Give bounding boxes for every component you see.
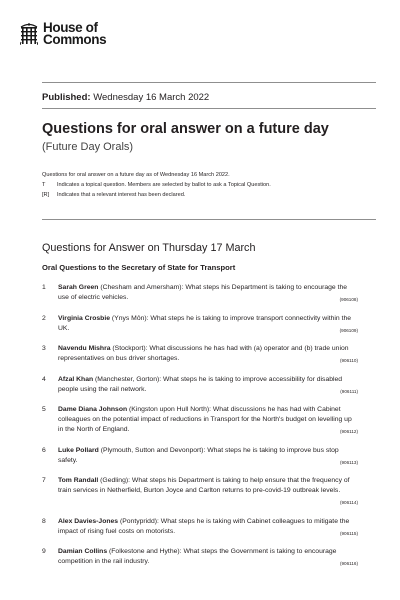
member-constituency: (Kingston upon Hull North): [129, 406, 211, 413]
member-constituency: (Stockport): [112, 345, 148, 352]
page-title: Questions for oral answer on a future day [42, 121, 329, 137]
member-name: Virginia Crosbie [58, 314, 110, 322]
portcullis-icon [20, 23, 38, 45]
question-item [42, 375, 358, 397]
question-text: What steps the Government is taking to encourage competition in the rail industry. [58, 548, 337, 565]
question-text: What discussions he has had with (a) operator and (b) trade union representatives on bus driver shortages. [58, 345, 349, 362]
question-text: What steps his Department is taking to help ensure that the frequency of train services in Netherfield, Burton Joyce and Carlton returns to pre-covid-19 outbreak levels. [58, 477, 350, 494]
house-of-commons-logo [20, 22, 106, 46]
question-number: 8 [42, 517, 46, 525]
question-reference: (906113) [339, 459, 358, 465]
member-constituency: (Manchester, Gorton): [95, 375, 162, 383]
divider [42, 82, 376, 83]
member-constituency: (Folkestone and Hythe): [109, 548, 182, 555]
question-number: 7 [42, 477, 46, 484]
section-subheading: Oral Questions to the Secretary of State for Transport [42, 263, 236, 272]
question-text: What discussions he has had with Cabinet colleagues on the potential impact of reductions in Transport for the North's budget on levelling up in the North of England. [58, 406, 352, 433]
member-name: Alex Davies-Jones [58, 517, 119, 525]
intro-line: Questions for oral answer on a future day as of Wednesday 16 March 2022. [42, 172, 230, 178]
published-line [42, 92, 209, 103]
key-row-interest [42, 190, 271, 200]
key-text: Indicates a topical question. Members are selected by ballot to ask a Topical Question. [57, 182, 271, 188]
question-text: What steps he is taking to improve accessibility for disabled people using the rail network. [58, 375, 343, 393]
question-reference: (906114) [339, 500, 358, 505]
question-reference: (906110) [339, 358, 358, 363]
question-number: 9 [42, 548, 46, 555]
question-item [42, 517, 358, 539]
question-text: What steps he is taking to improve transport connectivity within the UK. [58, 314, 352, 332]
member-constituency: (Plymouth, Sutton and Devonport): [100, 446, 206, 454]
question-number: 4 [42, 375, 46, 383]
member-name: Tom Randall [58, 477, 99, 484]
member-constituency: (Pontypridd): [119, 517, 159, 525]
member-name: Luke Pollard [58, 446, 99, 454]
page-subtitle: (Future Day Orals) [42, 141, 134, 153]
question-item [42, 314, 358, 336]
published-label: Published: [42, 92, 91, 103]
question-number: 2 [42, 314, 46, 322]
divider [42, 219, 376, 220]
question-list [42, 283, 358, 578]
member-name: Afzal Khan [58, 375, 94, 383]
published-date: Wednesday 16 March 2022 [93, 92, 210, 103]
question-item [42, 446, 358, 468]
question-item [42, 283, 358, 305]
question-number: 1 [42, 284, 46, 291]
question-item [42, 476, 358, 508]
question-reference: (906108) [339, 297, 358, 302]
question-item [42, 344, 358, 366]
key-symbol: T [42, 182, 46, 188]
logo-line-2: Commons [43, 32, 107, 47]
key-row-topical [42, 180, 271, 190]
question-text: What steps he is taking to improve bus stop safety. [58, 446, 339, 464]
member-name: Damian Collins [58, 548, 108, 555]
question-number: 3 [42, 345, 46, 352]
member-name: Dame Diana Johnson [58, 406, 128, 413]
key-symbol: [R] [42, 192, 50, 198]
question-reference: (906109) [339, 327, 358, 333]
intro-block [42, 170, 271, 200]
member-name: Navendu Mishra [58, 345, 111, 352]
question-number: 6 [42, 446, 46, 454]
member-constituency: (Ynys Môn): [111, 314, 149, 322]
divider [42, 108, 376, 109]
question-reference: (906112) [339, 429, 358, 434]
logo-line-1: House of [43, 20, 98, 35]
key-text: Indicates that a relevant interest has been declared. [57, 192, 186, 198]
question-text: What steps he is taking with Cabinet colleagues to mitigate the impact of rising fuel costs on motorists. [58, 517, 350, 535]
question-text: What steps his Department is taking to encourage the use of electric vehicles. [58, 284, 348, 301]
question-item [42, 547, 358, 569]
question-number: 5 [42, 406, 46, 413]
member-constituency: (Gedling): [100, 477, 131, 484]
question-item [42, 405, 358, 437]
question-reference: (906115) [339, 530, 358, 536]
question-reference: (906116) [339, 561, 358, 566]
member-constituency: (Chesham and Amersham): [100, 284, 184, 291]
section-heading: Questions for Answer on Thursday 17 March [42, 242, 256, 254]
member-name: Sarah Green [58, 284, 99, 291]
question-reference: (906111) [340, 388, 358, 394]
